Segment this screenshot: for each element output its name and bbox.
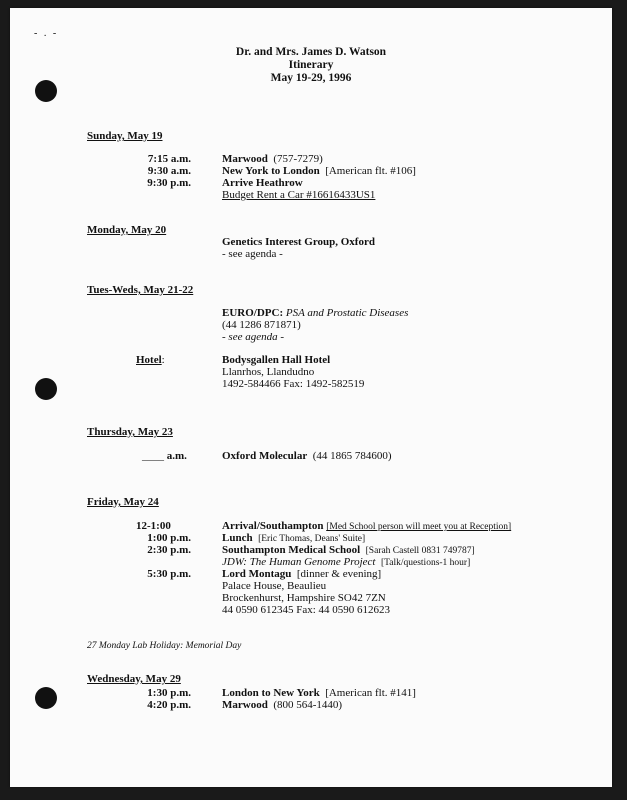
time: 4:20 p.m. [147, 699, 191, 711]
entry-title: London to New York [222, 687, 320, 699]
itinerary-page [10, 8, 612, 787]
document-header [10, 46, 612, 85]
entry-detail: (44 1286 871871) [222, 319, 301, 331]
entry-title: Marwood [222, 153, 268, 165]
punch-hole [35, 378, 57, 400]
time: 9:30 a.m. [147, 165, 191, 177]
entry-detail: [American flt. #141] [325, 687, 416, 699]
entry-detail: [American flt. #106] [325, 165, 416, 177]
hotel-label-text: Hotel [136, 354, 162, 366]
entry-title: Lord Montagu [222, 568, 292, 580]
time: 2:30 p.m. [147, 544, 191, 556]
time: 7:15 a.m. [147, 153, 191, 165]
entry-title: New York to London [222, 165, 320, 177]
time: 1:30 p.m. [147, 687, 191, 699]
entry-detail: 44 0590 612345 Fax: 44 0590 612623 [222, 604, 391, 616]
entry-title: Genetics Interest Group, Oxford [222, 236, 375, 248]
entry-detail: - see agenda - [222, 248, 283, 260]
time [142, 450, 187, 462]
time-suffix: a.m. [166, 450, 187, 462]
hotel-label [136, 354, 165, 366]
entry [222, 307, 408, 319]
entry-detail: - see agenda - [222, 331, 285, 343]
entry [222, 687, 416, 699]
entry-title: Marwood [222, 699, 268, 711]
entry-detail: (44 1865 784600) [312, 450, 392, 462]
entry-detail: 1492-584466 Fax: 1492-582519 [222, 378, 365, 390]
time-blank: ____ [142, 450, 164, 462]
day-heading: Tues-Weds, May 21-22 [87, 284, 194, 296]
hotel-label-colon: : [161, 354, 165, 366]
corner-marks: - . - [34, 28, 59, 39]
entry-title: Southampton Medical School [222, 544, 361, 556]
entry-detail: (757-7279) [273, 153, 323, 165]
entry [222, 699, 342, 711]
day-heading: Wednesday, May 29 [87, 673, 181, 685]
entry-detail: [Med School person will meet you at Reception] [326, 522, 512, 532]
entry-detail: PSA and Prostatic Diseases [285, 307, 409, 319]
entry-detail: Budget Rent a Car #16616433US1 [222, 189, 376, 201]
day-heading: Sunday, May 19 [87, 130, 163, 142]
entry-title: Arrive Heathrow [222, 177, 303, 189]
entry-title: Bodysgallen Hall Hotel [222, 354, 331, 366]
header-subtitle: Itinerary [288, 59, 334, 71]
entry-detail: Brockenhurst, Hampshire SO42 7ZN [222, 592, 386, 604]
entry-title: EURO/DPC: [222, 307, 284, 319]
entry-title: Lunch [222, 532, 253, 544]
entry-title: Oxford Molecular [222, 450, 308, 462]
entry-detail: [Talk/questions-1 hour] [380, 558, 471, 568]
punch-hole [35, 687, 57, 709]
day-heading: Friday, May 24 [87, 496, 159, 508]
time: 1:00 p.m. [147, 532, 191, 544]
entry-detail: (800 564-1440) [273, 699, 343, 711]
entry-title: Arrival/Southampton [222, 520, 324, 532]
time: 9:30 p.m. [147, 177, 191, 189]
entry [222, 165, 416, 177]
holiday-note: 27 Monday Lab Holiday: Memorial Day [87, 641, 242, 651]
entry-detail: Palace House, Beaulieu [222, 580, 327, 592]
day-heading: Thursday, May 23 [87, 426, 173, 438]
entry-detail: [Sarah Castell 0831 749787] [365, 546, 475, 556]
day-heading: Monday, May 20 [87, 224, 167, 236]
entry-title: JDW: The Human Genome Project [222, 556, 376, 568]
entry-detail: [Eric Thomas, Deans' Suite] [258, 534, 366, 544]
entry-detail: [dinner & evening] [296, 568, 382, 580]
header-title: Dr. and Mrs. James D. Watson [235, 46, 387, 58]
entry-detail: Llanrhos, Llandudno [222, 366, 315, 378]
entry [222, 450, 392, 462]
header-dates: May 19-29, 1996 [270, 72, 352, 84]
time: 5:30 p.m. [147, 568, 191, 580]
entry [222, 568, 381, 580]
time: 12-1:00 [136, 520, 171, 532]
entry [222, 153, 323, 165]
